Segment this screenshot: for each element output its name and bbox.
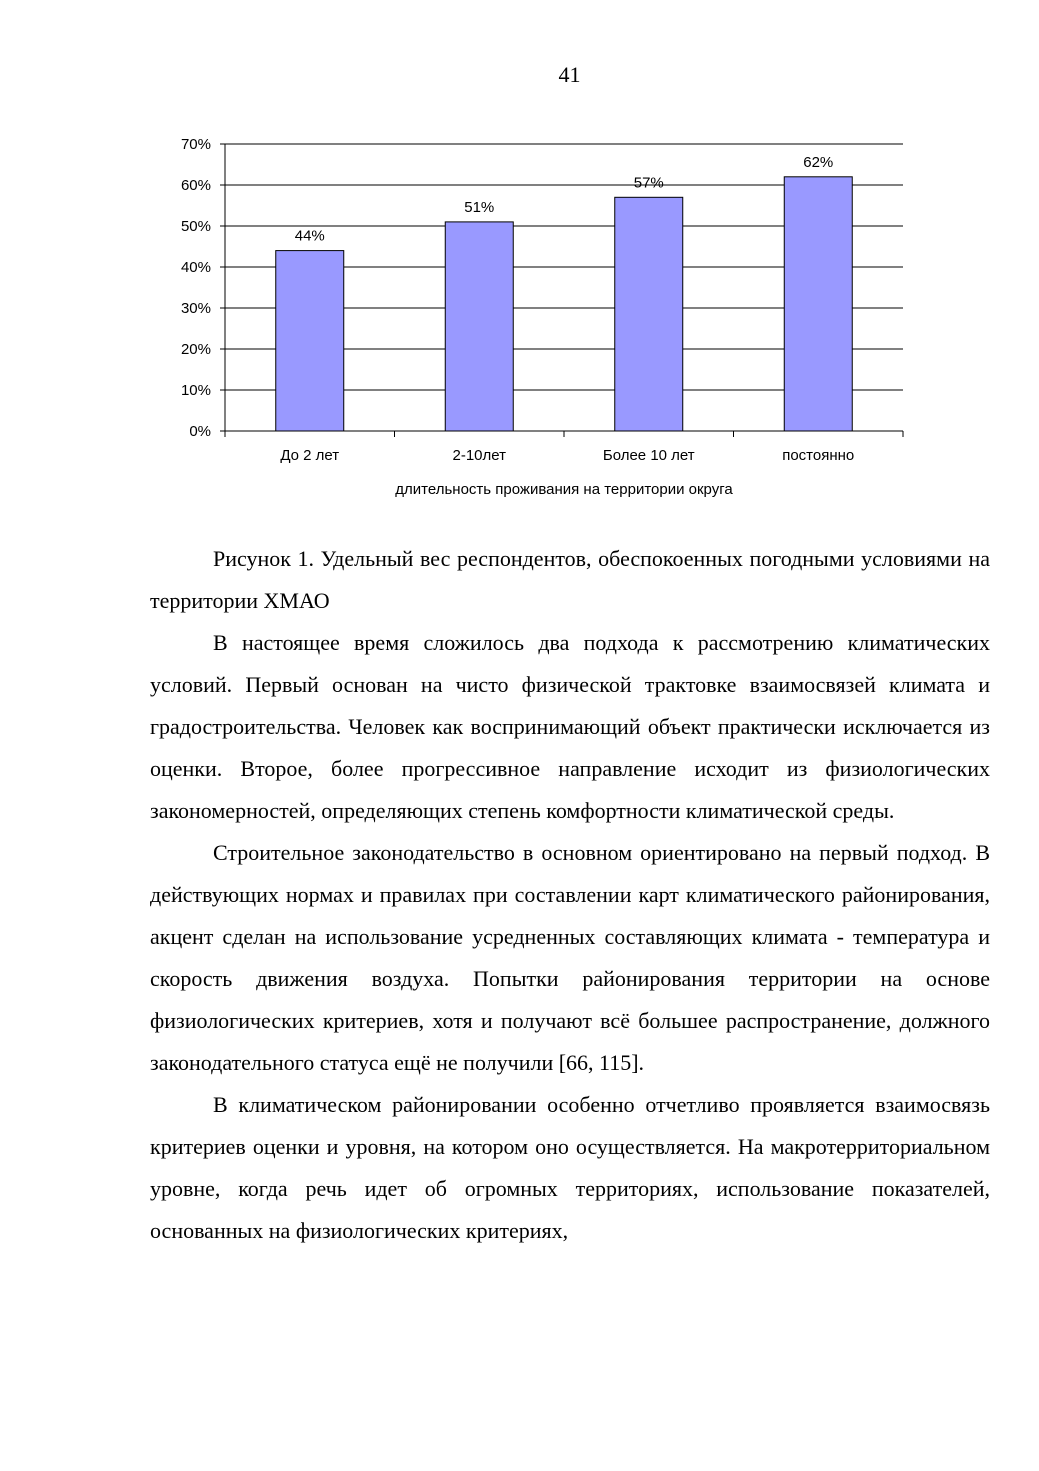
- x-tick-label: постоянно: [782, 447, 855, 464]
- bar: [615, 197, 683, 431]
- paragraph-1: В настоящее время сложилось два подхода к рассмотрению климатических условий. Первый основан на чисто физической трактовке взаимосвязей климата и градостроительства. Человек как воспринимающий объект практически исключается из оценки. Второе, более прогрессивное направление исходит из физиологических закономерностей, определяющих степень комфортности климатической среды.: [150, 630, 990, 823]
- data-label: 51%: [464, 198, 495, 216]
- paragraph-2: Строительное законодательство в основном ориентировано на первый подход. В действующих нормах и правилах при составлении карт климатического районирования, акцент сделан на использование усредненных составляющих климата - температура и скорость движения воздуха. Попытки районирования территории на основе физиологических критериев, хотя и получают всё большее распространение, должного законодательного статуса ещё не получили [66, 115].: [150, 840, 990, 1075]
- y-tick-label: 10%: [180, 382, 211, 399]
- bar-chart: [160, 128, 920, 508]
- data-label: 44%: [294, 227, 325, 245]
- x-axis-label: длительность проживания на территории округа: [395, 481, 733, 498]
- bar: [276, 251, 344, 431]
- x-tick-label: 2-10лет: [452, 447, 506, 464]
- y-tick-label: 20%: [180, 341, 211, 358]
- caption-text: Рисунок 1. Удельный вес респондентов, обеспокоенных погодными условиями на территории ХМАО: [150, 546, 990, 613]
- paragraph-3: В климатическом районировании особенно отчетливо проявляется взаимосвязь критериев оценки и уровня, на котором оно осуществляется. На макротерриториальном уровне, когда речь идет об огромных территориях, использование показателей, основанных на физиологических критериях,: [150, 1092, 990, 1243]
- y-tick-label: 0%: [189, 423, 211, 440]
- y-tick-label: 70%: [180, 136, 211, 153]
- y-tick-label: 50%: [180, 218, 211, 235]
- page-number: 41: [558, 62, 581, 87]
- y-tick-label: 30%: [180, 300, 211, 317]
- body-text: [150, 622, 990, 1252]
- bar-chart-svg: [160, 128, 920, 508]
- y-tick-label: 40%: [180, 259, 211, 276]
- bar: [784, 177, 852, 431]
- data-label: 57%: [633, 174, 664, 192]
- x-tick-label: Более 10 лет: [602, 447, 695, 464]
- y-tick-label: 60%: [180, 177, 211, 194]
- x-tick-label: До 2 лет: [280, 447, 340, 464]
- data-label: 62%: [803, 153, 834, 171]
- figure-caption: [150, 538, 990, 622]
- bar: [445, 222, 513, 431]
